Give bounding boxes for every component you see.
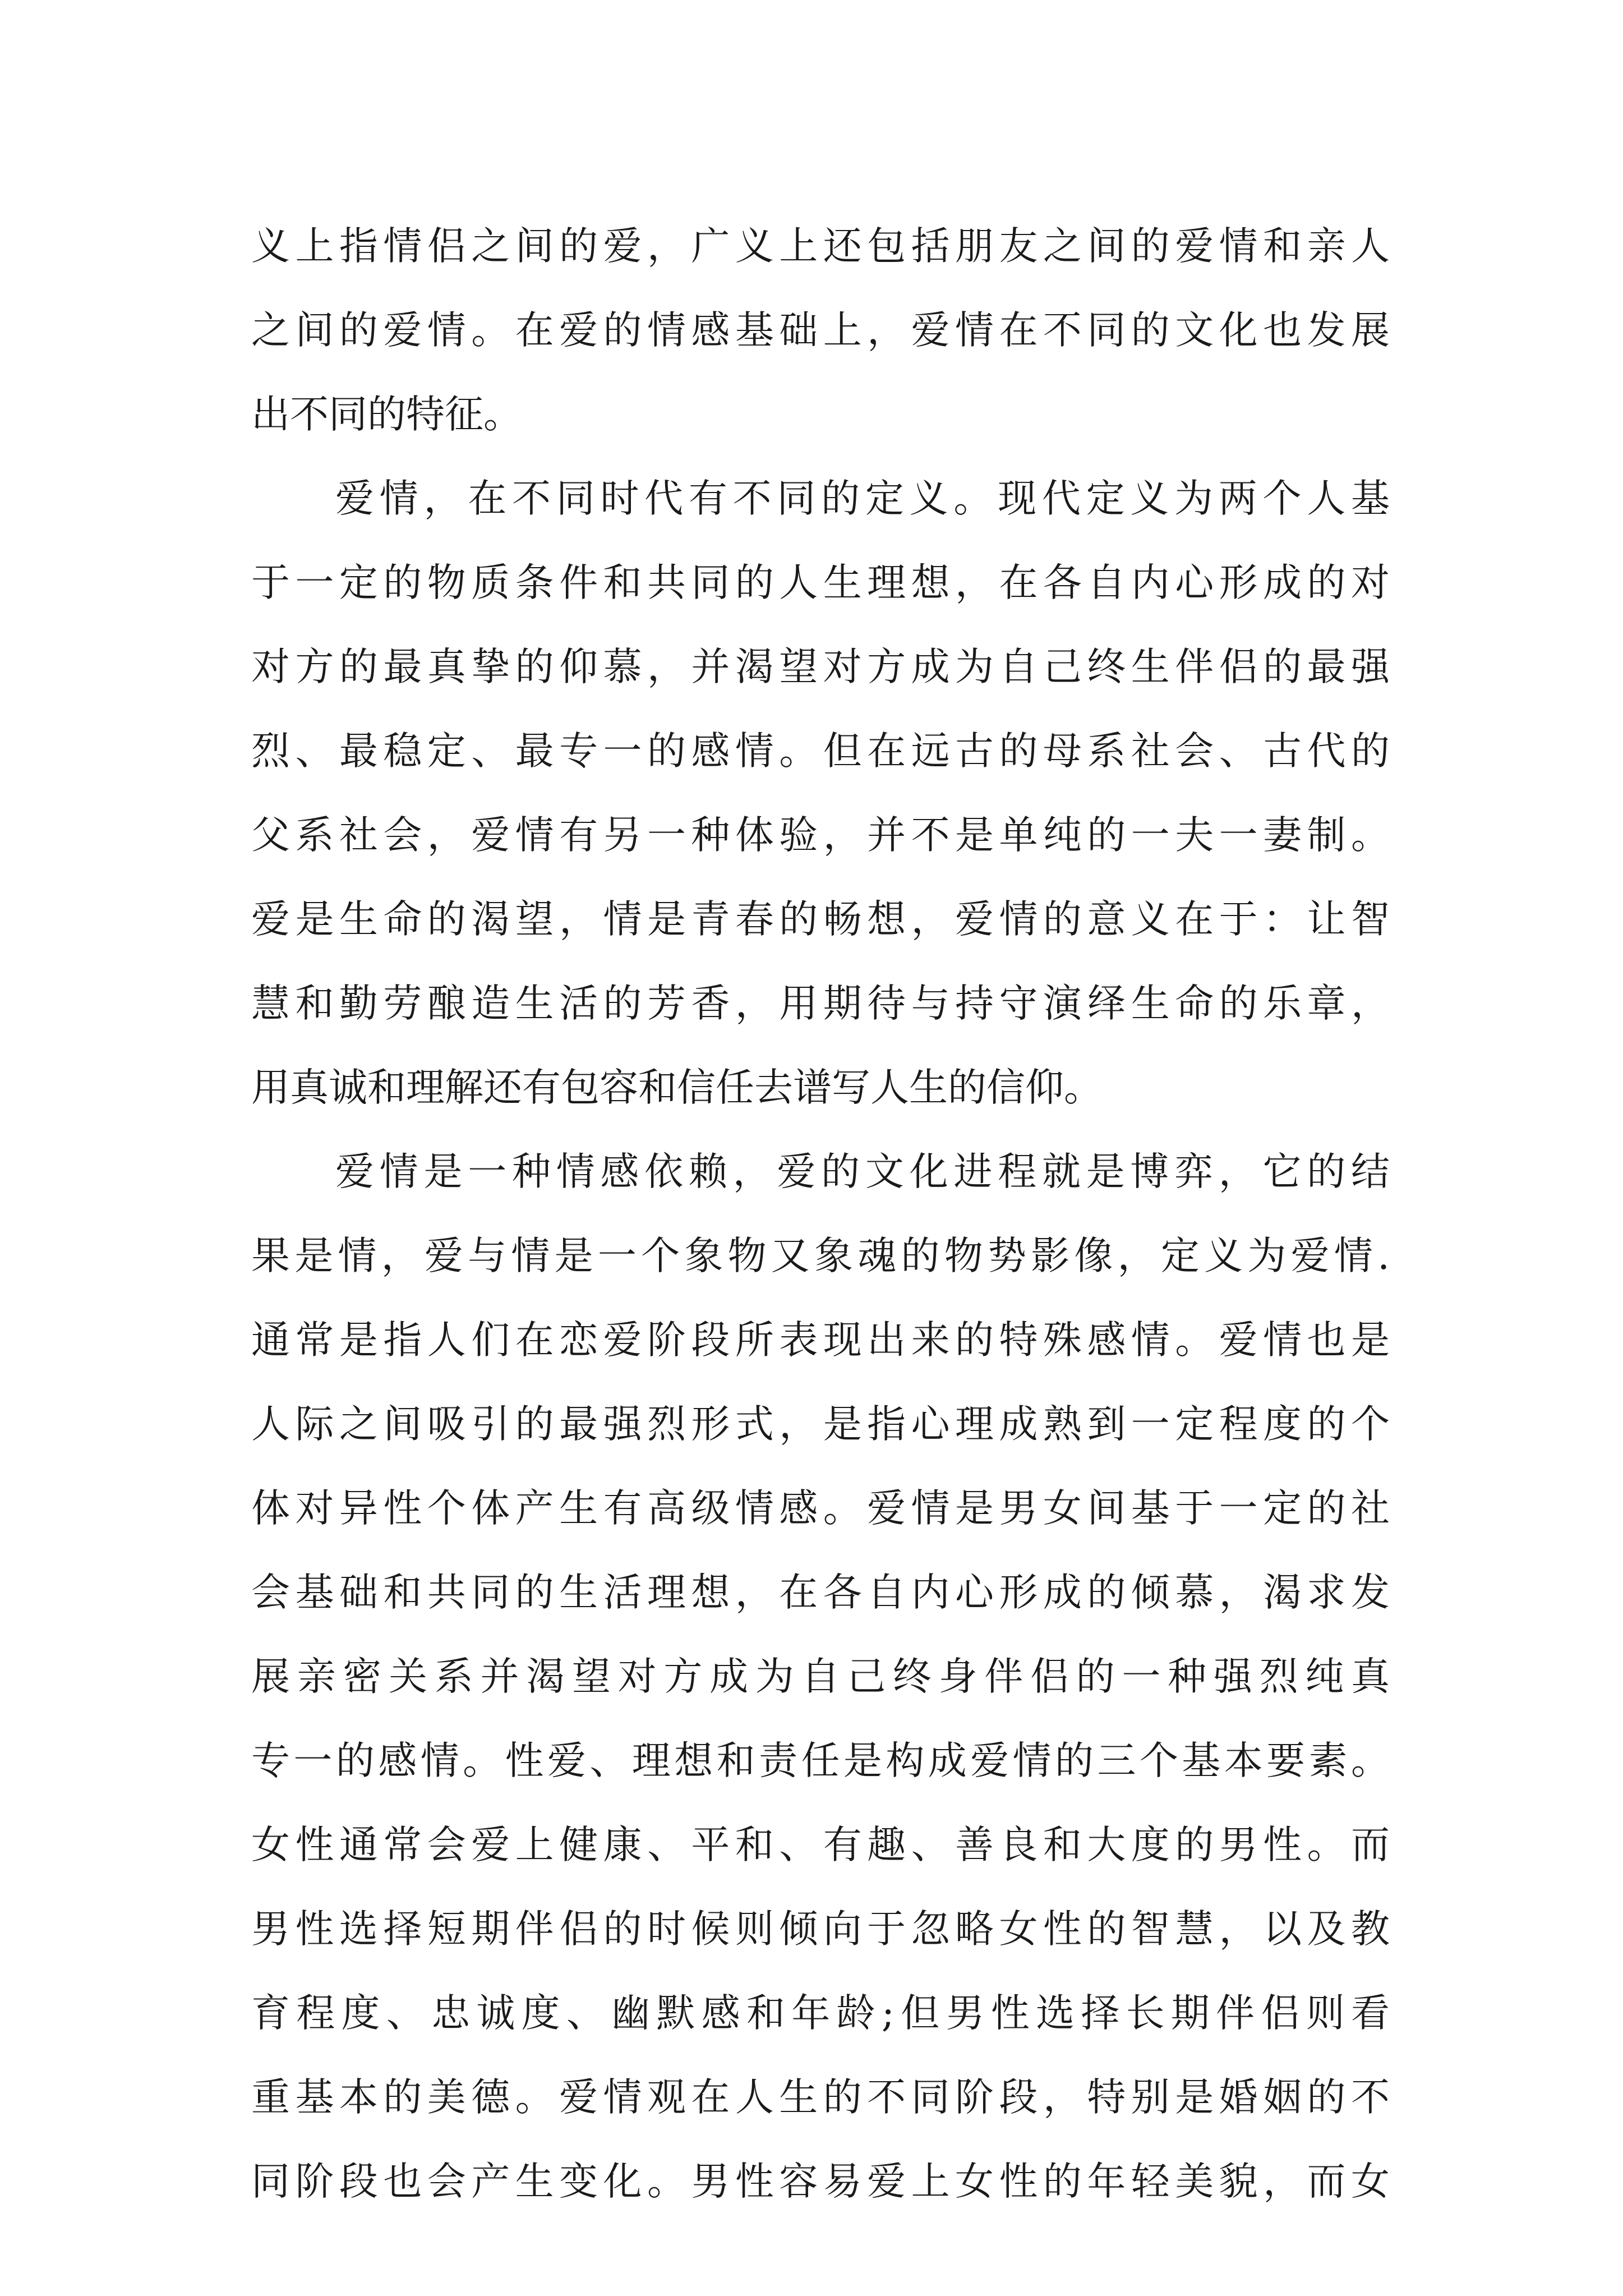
text-line: 男性选择短期伴侣的时候则倾向于忽略女性的智慧，以及教 [251,1907,1390,1952]
text-line: 之间的爱情。在爱的情感基础上，爱情在不同的文化也发展 [251,308,1390,353]
text-line: 慧和勤劳酿造生活的芳香，用期待与持守演绎生命的乐章， [251,981,1390,1026]
document-body [251,204,1390,2224]
text-line: 爱情是一种情感依赖，爱的文化进程就是博弈，它的结 [335,1149,1390,1194]
text-line: 重基本的美德。爱情观在人生的不同阶段，特别是婚姻的不 [251,2075,1390,2120]
text-line: 用真诚和理解还有包容和信任去谱写人生的信仰。 [251,1065,1103,1110]
text-line: 果是情，爱与情是一个象物又象魂的物势影像，定义为爱情. [251,1234,1390,1278]
text-line: 人际之间吸引的最强烈形式，是指心理成熟到一定程度的个 [251,1402,1390,1447]
text-line: 展亲密关系并渴望对方成为自己终身伴侣的一种强烈纯真 [251,1654,1390,1699]
text-line: 烈、最稳定、最专一的感情。但在远古的母系社会、古代的 [251,729,1390,774]
text-line: 体对异性个体产生有高级情感。爱情是男女间基于一定的社 [251,1486,1390,1531]
text-line: 爱是生命的渴望，情是青春的畅想，爱情的意义在于：让智 [251,897,1390,942]
text-line: 通常是指人们在恋爱阶段所表现出来的特殊感情。爱情也是 [251,1318,1390,1363]
text-line: 于一定的物质条件和共同的人生理想，在各自内心形成的对 [251,560,1390,605]
text-line: 爱情，在不同时代有不同的定义。现代定义为两个人基 [335,476,1390,521]
text-line: 对方的最真挚的仰慕，并渴望对方成为自己终生伴侣的最强 [251,645,1390,689]
text-line: 专一的感情。性爱、理想和责任是构成爱情的三个基本要素。 [251,1738,1390,1783]
text-line: 义上指情侣之间的爱，广义上还包括朋友之间的爱情和亲人 [251,224,1390,269]
text-line: 育程度、忠诚度、幽默感和年龄;但男性选择长期伴侣则看 [251,1991,1390,2036]
text-line: 会基础和共同的生活理想，在各自内心形成的倾慕，渴求发 [251,1570,1390,1615]
text-line: 女性通常会爱上健康、平和、有趣、善良和大度的男性。而 [251,1823,1390,1867]
text-line: 父系社会，爱情有另一种体验，并不是单纯的一夫一妻制。 [251,813,1390,858]
text-line: 同阶段也会产生变化。男性容易爱上女性的年轻美貌，而女 [251,2159,1390,2204]
text-line: 出不同的特征。 [251,392,522,437]
